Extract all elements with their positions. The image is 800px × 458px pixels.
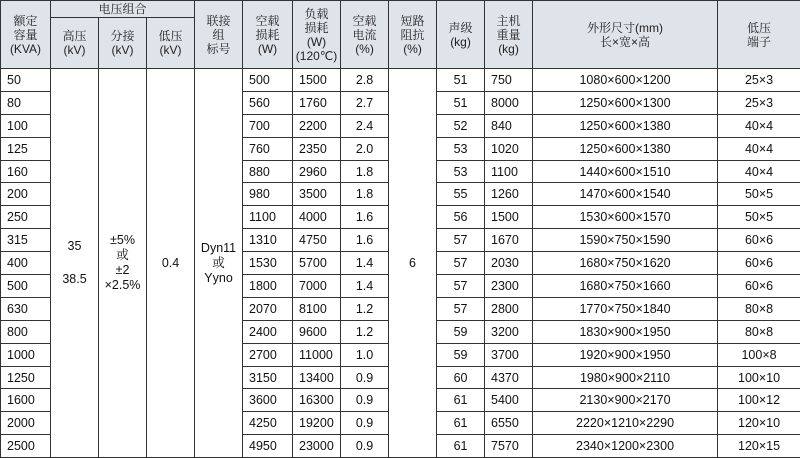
capacity-cell: 160 [1, 160, 51, 183]
lv-terminal-cell: 100×10 [718, 366, 800, 389]
weight-cell: 3700 [485, 343, 533, 366]
dimensions-cell: 1920×900×1950 [533, 343, 718, 366]
dimensions-cell: 1080×600×1200 [533, 69, 718, 92]
header-weight: 主机 重量 (kg) [485, 1, 533, 69]
no-load-loss-cell: 500 [243, 69, 293, 92]
lv-terminal-cell: 100×8 [718, 343, 800, 366]
no-load-current-cell: 0.9 [341, 366, 389, 389]
load-loss-cell: 13400 [293, 366, 341, 389]
lv-terminal-cell: 40×4 [718, 160, 800, 183]
load-loss-cell: 4000 [293, 206, 341, 229]
noise-cell: 61 [437, 412, 485, 435]
header-capacity: 额定 容量 (KVA) [1, 1, 51, 69]
dimensions-cell: 1250×600×1380 [533, 114, 718, 137]
no-load-loss-cell: 3600 [243, 389, 293, 412]
no-load-loss-cell: 2700 [243, 343, 293, 366]
header-high-voltage: 高压 (kV) [51, 18, 99, 69]
no-load-loss-cell: 1800 [243, 275, 293, 298]
capacity-cell: 100 [1, 114, 51, 137]
table-body [1, 69, 800, 458]
noise-cell: 53 [437, 160, 485, 183]
no-load-loss-cell: 3150 [243, 366, 293, 389]
connection-cell: Dyn11 或 Yyno [195, 69, 243, 458]
no-load-current-cell: 1.4 [341, 275, 389, 298]
dimensions-cell: 2130×900×2170 [533, 389, 718, 412]
no-load-loss-cell: 880 [243, 160, 293, 183]
header-no-load-loss: 空载 损耗 (W) [243, 1, 293, 69]
lv-terminal-cell: 60×6 [718, 275, 800, 298]
load-loss-cell: 16300 [293, 389, 341, 412]
load-loss-cell: 3500 [293, 183, 341, 206]
dimensions-cell: 1590×750×1590 [533, 229, 718, 252]
noise-cell: 61 [437, 435, 485, 458]
no-load-loss-cell: 2400 [243, 320, 293, 343]
header-impedance: 短路 阻抗 (%) [389, 1, 437, 69]
weight-cell: 750 [485, 69, 533, 92]
noise-cell: 57 [437, 297, 485, 320]
lv-terminal-cell: 25×3 [718, 69, 800, 92]
no-load-current-cell: 1.6 [341, 206, 389, 229]
header-low-voltage: 低压 (kV) [147, 18, 195, 69]
no-load-current-cell: 2.4 [341, 114, 389, 137]
no-load-loss-cell: 560 [243, 91, 293, 114]
capacity-cell: 50 [1, 69, 51, 92]
weight-cell: 1020 [485, 137, 533, 160]
lv-terminal-cell: 60×6 [718, 229, 800, 252]
capacity-cell: 2500 [1, 435, 51, 458]
noise-cell: 51 [437, 91, 485, 114]
no-load-current-cell: 1.6 [341, 229, 389, 252]
noise-cell: 59 [437, 343, 485, 366]
dimensions-cell: 1830×900×1950 [533, 320, 718, 343]
dimensions-cell: 1980×900×2110 [533, 366, 718, 389]
no-load-current-cell: 0.9 [341, 435, 389, 458]
no-load-current-cell: 1.0 [341, 343, 389, 366]
no-load-loss-cell: 4250 [243, 412, 293, 435]
load-loss-cell: 2350 [293, 137, 341, 160]
dimensions-cell: 1250×600×1380 [533, 137, 718, 160]
no-load-loss-cell: 1310 [243, 229, 293, 252]
dimensions-cell: 1680×750×1620 [533, 252, 718, 275]
weight-cell: 1100 [485, 160, 533, 183]
table-row [1, 69, 800, 92]
header-connection: 联接 组 标号 [195, 1, 243, 69]
no-load-loss-cell: 1100 [243, 206, 293, 229]
no-load-current-cell: 0.9 [341, 412, 389, 435]
weight-cell: 7570 [485, 435, 533, 458]
no-load-current-cell: 1.4 [341, 252, 389, 275]
lv-terminal-cell: 120×15 [718, 435, 800, 458]
no-load-current-cell: 2.8 [341, 69, 389, 92]
dimensions-cell: 1680×750×1660 [533, 275, 718, 298]
load-loss-cell: 2200 [293, 114, 341, 137]
header-noise: 声级 (kg) [437, 1, 485, 69]
no-load-current-cell: 2.7 [341, 91, 389, 114]
dimensions-cell: 1440×600×1510 [533, 160, 718, 183]
lv-terminal-cell: 120×10 [718, 412, 800, 435]
high-voltage-cell: 35 38.5 [51, 69, 99, 458]
header-lv-terminal: 低压 端子 [718, 1, 800, 69]
noise-cell: 57 [437, 229, 485, 252]
weight-cell: 1670 [485, 229, 533, 252]
capacity-cell: 2000 [1, 412, 51, 435]
lv-terminal-cell: 50×5 [718, 183, 800, 206]
noise-cell: 57 [437, 275, 485, 298]
capacity-cell: 1600 [1, 389, 51, 412]
load-loss-cell: 5700 [293, 252, 341, 275]
noise-cell: 57 [437, 252, 485, 275]
no-load-current-cell: 2.0 [341, 137, 389, 160]
capacity-cell: 125 [1, 137, 51, 160]
no-load-loss-cell: 4950 [243, 435, 293, 458]
lv-terminal-cell: 80×8 [718, 320, 800, 343]
weight-cell: 2030 [485, 252, 533, 275]
lv-terminal-cell: 40×4 [718, 137, 800, 160]
noise-cell: 52 [437, 114, 485, 137]
no-load-current-cell: 0.9 [341, 389, 389, 412]
header-voltage-group: 电压组合 [51, 1, 195, 18]
weight-cell: 4370 [485, 366, 533, 389]
load-loss-cell: 9600 [293, 320, 341, 343]
lv-terminal-cell: 25×3 [718, 91, 800, 114]
lv-terminal-cell: 60×6 [718, 252, 800, 275]
capacity-cell: 250 [1, 206, 51, 229]
noise-cell: 56 [437, 206, 485, 229]
dimensions-cell: 1530×600×1570 [533, 206, 718, 229]
load-loss-cell: 1760 [293, 91, 341, 114]
capacity-cell: 315 [1, 229, 51, 252]
header-load-loss: 负载 损耗 (W) (120℃) [293, 1, 341, 69]
tap-cell: ±5% 或 ±2 ×2.5% [99, 69, 147, 458]
weight-cell: 6550 [485, 412, 533, 435]
no-load-loss-cell: 2070 [243, 297, 293, 320]
lv-terminal-cell: 80×8 [718, 297, 800, 320]
noise-cell: 61 [437, 389, 485, 412]
dimensions-cell: 2340×1200×2300 [533, 435, 718, 458]
no-load-loss-cell: 700 [243, 114, 293, 137]
load-loss-cell: 7000 [293, 275, 341, 298]
capacity-cell: 1250 [1, 366, 51, 389]
weight-cell: 1500 [485, 206, 533, 229]
header-no-load-current: 空载 电流 (%) [341, 1, 389, 69]
capacity-cell: 400 [1, 252, 51, 275]
capacity-cell: 630 [1, 297, 51, 320]
impedance-cell: 6 [389, 69, 437, 458]
dimensions-cell: 1770×750×1840 [533, 297, 718, 320]
no-load-loss-cell: 760 [243, 137, 293, 160]
noise-cell: 55 [437, 183, 485, 206]
load-loss-cell: 8100 [293, 297, 341, 320]
capacity-cell: 800 [1, 320, 51, 343]
weight-cell: 3200 [485, 320, 533, 343]
header-tap: 分接 (kV) [99, 18, 147, 69]
header-dimensions: 外形尺寸(mm) 长×宽×高 [533, 1, 718, 69]
weight-cell: 840 [485, 114, 533, 137]
weight-cell: 1260 [485, 183, 533, 206]
no-load-current-cell: 1.2 [341, 297, 389, 320]
noise-cell: 51 [437, 69, 485, 92]
no-load-current-cell: 1.2 [341, 320, 389, 343]
capacity-cell: 200 [1, 183, 51, 206]
lv-terminal-cell: 50×5 [718, 206, 800, 229]
load-loss-cell: 1500 [293, 69, 341, 92]
capacity-cell: 80 [1, 91, 51, 114]
no-load-current-cell: 1.8 [341, 183, 389, 206]
load-loss-cell: 23000 [293, 435, 341, 458]
noise-cell: 59 [437, 320, 485, 343]
weight-cell: 8000 [485, 91, 533, 114]
dimensions-cell: 2220×1210×2290 [533, 412, 718, 435]
capacity-cell: 500 [1, 275, 51, 298]
lv-terminal-cell: 100×12 [718, 389, 800, 412]
low-voltage-cell: 0.4 [147, 69, 195, 458]
table-header [1, 1, 800, 69]
dimensions-cell: 1250×600×1300 [533, 91, 718, 114]
weight-cell: 2300 [485, 275, 533, 298]
noise-cell: 60 [437, 366, 485, 389]
load-loss-cell: 19200 [293, 412, 341, 435]
load-loss-cell: 2960 [293, 160, 341, 183]
capacity-cell: 1000 [1, 343, 51, 366]
weight-cell: 2800 [485, 297, 533, 320]
no-load-loss-cell: 1530 [243, 252, 293, 275]
load-loss-cell: 4750 [293, 229, 341, 252]
lv-terminal-cell: 40×4 [718, 114, 800, 137]
noise-cell: 53 [437, 137, 485, 160]
no-load-loss-cell: 980 [243, 183, 293, 206]
load-loss-cell: 11000 [293, 343, 341, 366]
weight-cell: 5400 [485, 389, 533, 412]
dimensions-cell: 1470×600×1540 [533, 183, 718, 206]
no-load-current-cell: 1.8 [341, 160, 389, 183]
